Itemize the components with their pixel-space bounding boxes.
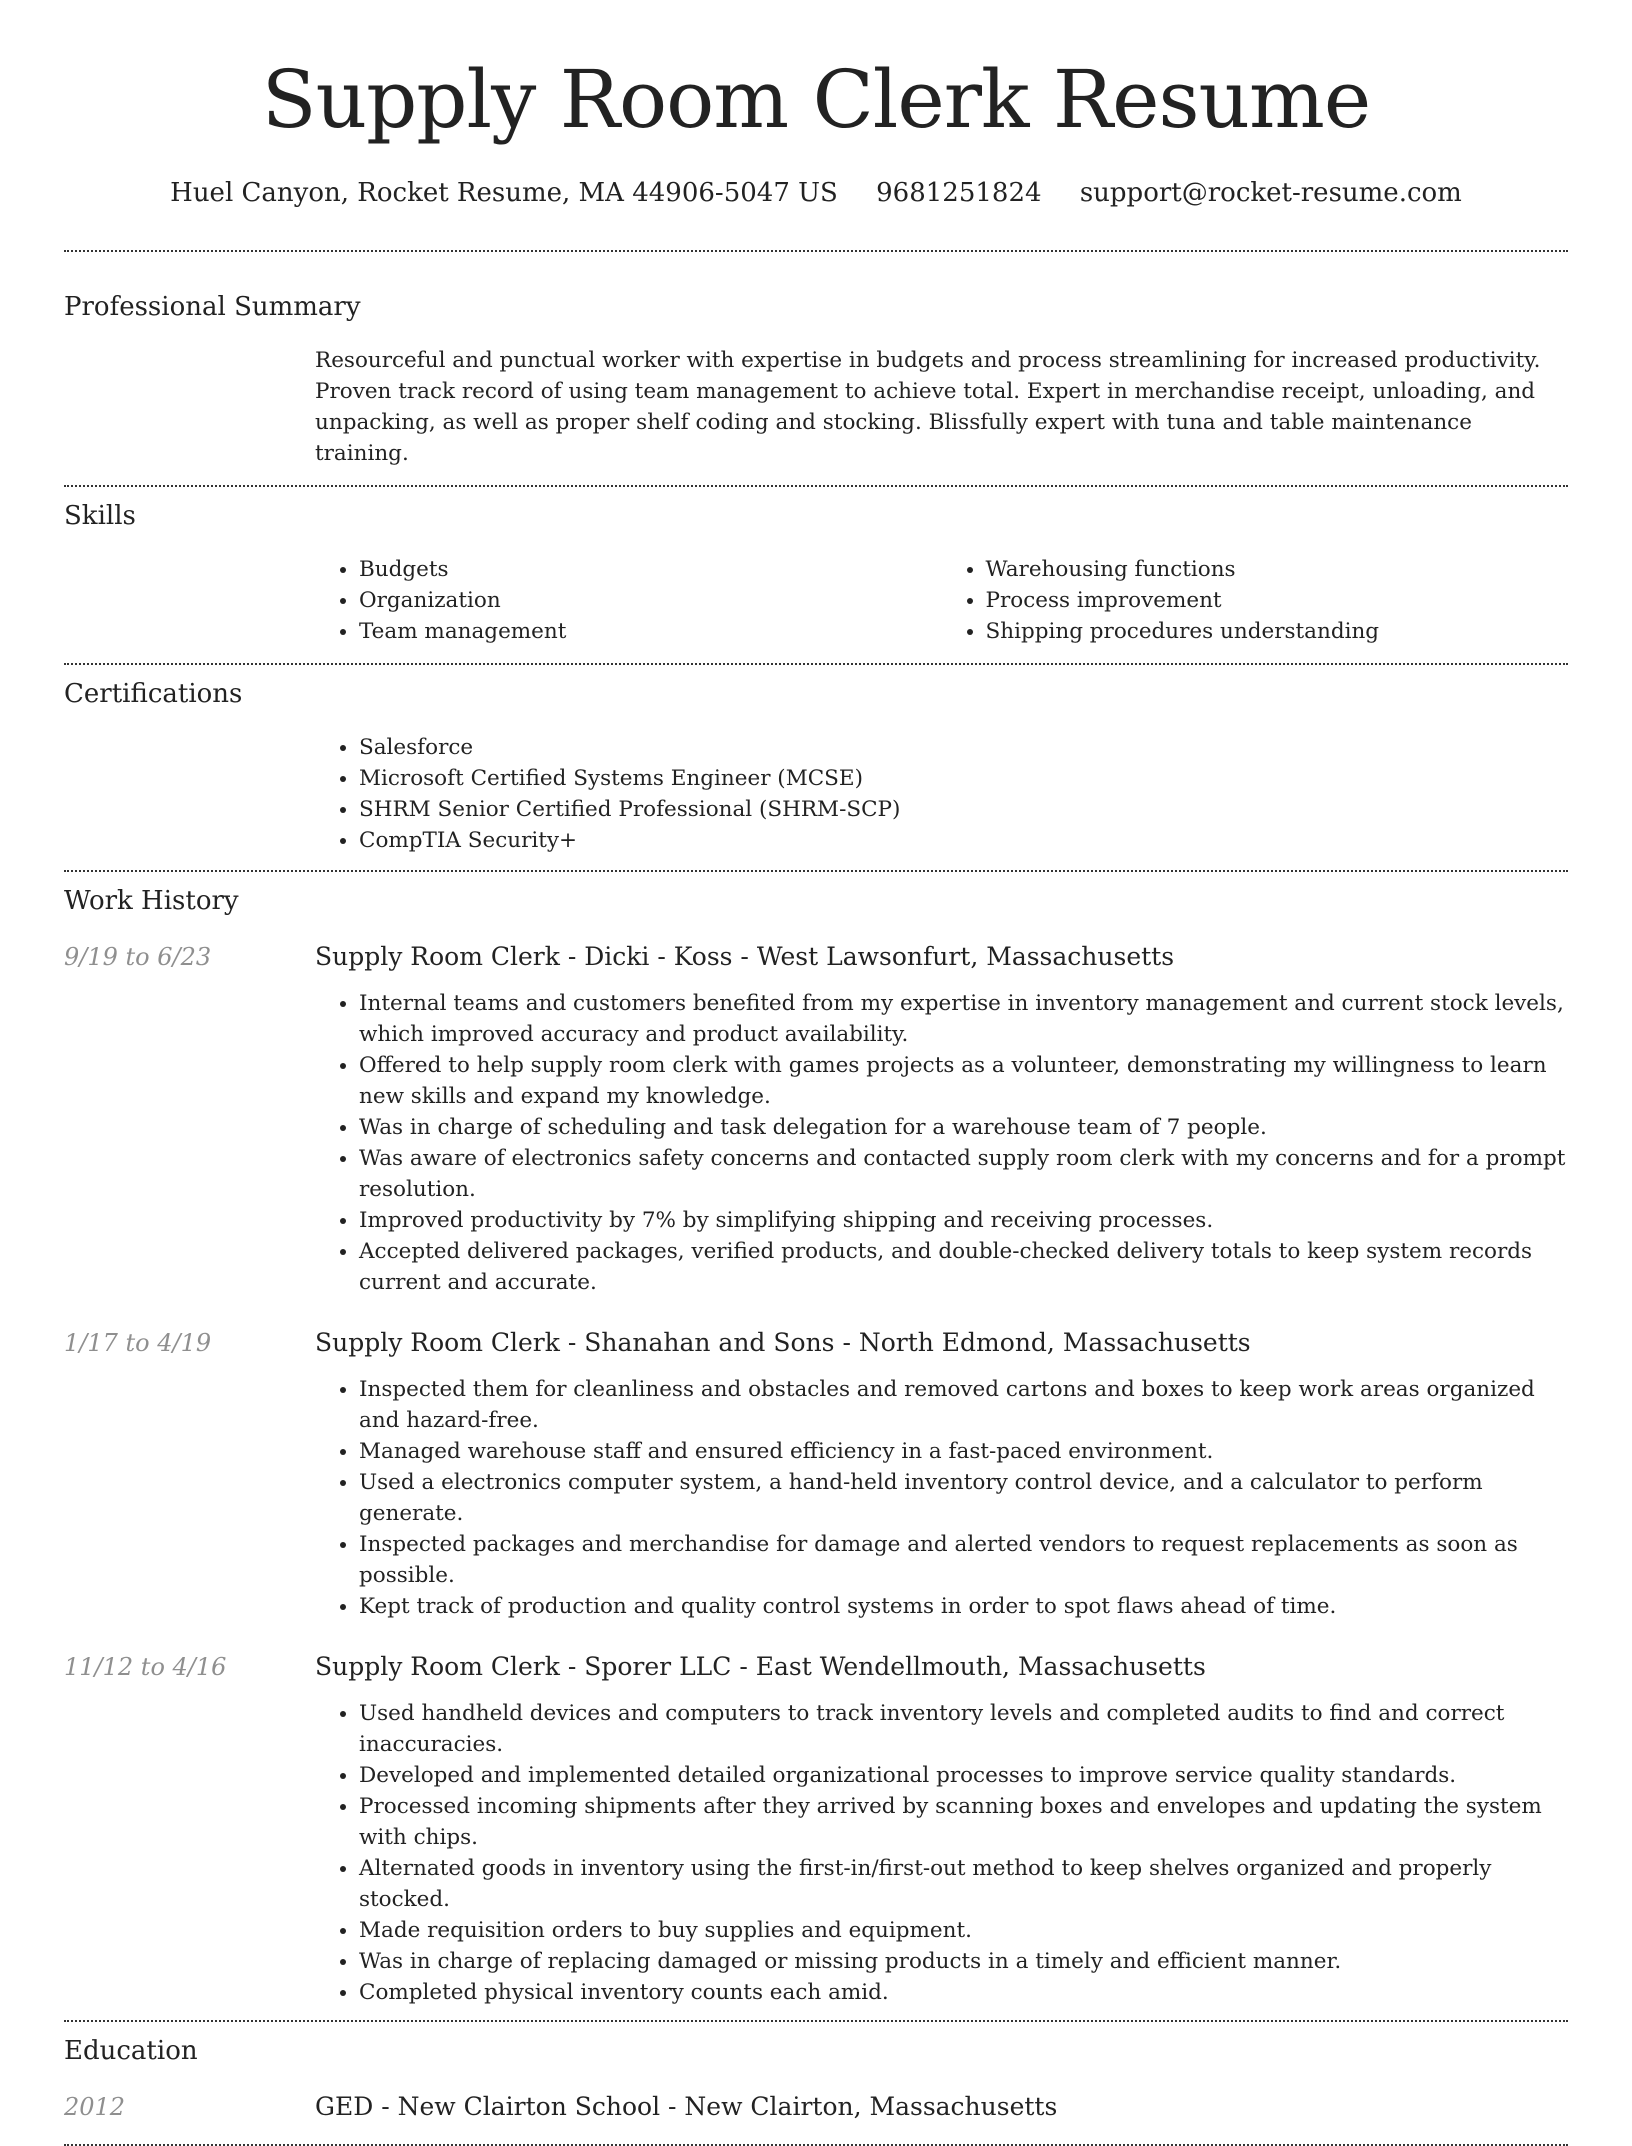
job-header xyxy=(64,1326,1568,1360)
certification-item: • Microsoft Certified Systems Engineer (MCSE) xyxy=(359,763,1568,794)
contact-email: support@rocket-resume.com xyxy=(1079,178,1462,208)
job-duties xyxy=(315,988,1568,1298)
job-bullet: • Inspected them for cleanliness and obstacles and removed cartons and boxes to keep work areas organized and hazard-free. xyxy=(359,1374,1568,1436)
certifications-heading: Certifications xyxy=(64,679,243,709)
job-header xyxy=(64,940,1568,974)
job-bullet: • Developed and implemented detailed organizational processes to improve service quality standards. xyxy=(359,1760,1568,1791)
skills-grid xyxy=(315,554,1568,647)
job-bullet-list xyxy=(315,1374,1568,1622)
certification-item: • CompTIA Security+ xyxy=(359,825,1568,856)
certifications-section xyxy=(64,677,1568,856)
job-date: 11/12 to 4/16 xyxy=(64,1653,227,1681)
job-bullet: • Made requisition orders to buy supplies and equipment. xyxy=(359,1915,1568,1946)
skill-item: • Shipping procedures understanding xyxy=(986,616,1569,647)
education-section xyxy=(64,2034,1568,2124)
job-bullet: • Kept track of production and quality control systems in order to spot flaws ahead of time. xyxy=(359,1591,1568,1622)
contact-phone: 9681251824 xyxy=(876,178,1042,208)
skills-heading: Skills xyxy=(64,501,136,531)
job-title: Supply Room Clerk - Dicki - Koss - West Lawsonfurt, Massachusetts xyxy=(315,942,1175,971)
job-entry xyxy=(64,940,1568,1298)
job-bullet: • Offered to help supply room clerk with games projects as a volunteer, demonstrating my willingness to learn new skills and expand my knowledge. xyxy=(359,1050,1568,1112)
job-bullet-list xyxy=(315,1698,1568,2008)
education-date: 2012 xyxy=(64,2093,126,2121)
job-bullet: • Used handheld devices and computers to track inventory levels and completed audits to find and correct inaccuracies. xyxy=(359,1698,1568,1760)
divider xyxy=(64,2020,1568,2022)
skills-section xyxy=(64,499,1568,647)
summary-text: Resourceful and punctual worker with expertise in budgets and process streamlining for increased productivity. Proven track record of using team management to achieve total. Expert in merchandise receipt, unloading, and unpacking, as well as proper shelf coding and stocking. Blissfully expert with tuna and table maintenance training. xyxy=(315,348,1541,466)
job-bullet: • Processed incoming shipments after they arrived by scanning boxes and envelopes and updating the system with chips. xyxy=(359,1791,1568,1853)
job-duties xyxy=(315,1698,1568,2008)
skill-item: • Team management xyxy=(359,616,942,647)
job-bullet: • Internal teams and customers benefited from my expertise in inventory management and current stock levels, which improved accuracy and product availability. xyxy=(359,988,1568,1050)
job-bullet: • Was in charge of replacing damaged or missing products in a timely and efficient manner. xyxy=(359,1946,1568,1977)
certification-item: • Salesforce xyxy=(359,732,1568,763)
job-date: 1/17 to 4/19 xyxy=(64,1329,212,1357)
certification-item: • SHRM Senior Certified Professional (SHRM-SCP) xyxy=(359,794,1568,825)
job-date: 9/19 to 6/23 xyxy=(64,943,212,971)
divider xyxy=(64,485,1568,487)
job-title: Supply Room Clerk - Shanahan and Sons - North Edmond, Massachusetts xyxy=(315,1328,1251,1357)
job-duties xyxy=(315,1374,1568,1622)
job-bullet: • Used a electronics computer system, a hand-held inventory control device, and a calculator to perform generate. xyxy=(359,1467,1568,1529)
certifications-body xyxy=(315,732,1568,856)
job-bullet: • Improved productivity by 7% by simplifying shipping and receiving processes. xyxy=(359,1205,1568,1236)
job-title: Supply Room Clerk - Sporer LLC - East Wendellmouth, Massachusetts xyxy=(315,1652,1206,1681)
summary-section xyxy=(64,290,1568,469)
education-title: GED - New Clairton School - New Clairton, Massachusetts xyxy=(315,2092,1058,2121)
education-entry xyxy=(64,2090,1568,2124)
job-entry xyxy=(64,1650,1568,2008)
job-header xyxy=(64,1650,1568,1684)
job-bullet: • Alternated goods in inventory using the first-in/first-out method to keep shelves organized and properly stocked. xyxy=(359,1853,1568,1915)
job-bullet: • Was in charge of scheduling and task delegation for a warehouse team of 7 people. xyxy=(359,1112,1568,1143)
job-bullet: • Inspected packages and merchandise for damage and alerted vendors to request replacements as soon as possible. xyxy=(359,1529,1568,1591)
skills-list-right xyxy=(942,554,1569,647)
skills-list-left xyxy=(315,554,942,647)
work-section xyxy=(64,884,1568,2008)
job-bullet: • Accepted delivered packages, verified products, and double-checked delivery totals to keep system records current and accurate. xyxy=(359,1236,1568,1298)
contact-line xyxy=(0,176,1632,210)
resume-title: Supply Room Clerk Resume xyxy=(261,53,1371,146)
certifications-list xyxy=(315,732,1568,856)
skill-item: • Organization xyxy=(359,585,942,616)
divider xyxy=(64,870,1568,872)
job-bullet: • Completed physical inventory counts each amid. xyxy=(359,1977,1568,2008)
work-heading: Work History xyxy=(64,886,239,916)
education-heading: Education xyxy=(64,2036,198,2066)
divider xyxy=(64,663,1568,665)
job-entry xyxy=(64,1326,1568,1622)
skill-item: • Warehousing functions xyxy=(986,554,1569,585)
skill-item: • Budgets xyxy=(359,554,942,585)
job-bullet: • Managed warehouse staff and ensured efficiency in a fast-paced environment. xyxy=(359,1436,1568,1467)
skill-item: • Process improvement xyxy=(986,585,1569,616)
job-bullet: • Was aware of electronics safety concerns and contacted supply room clerk with my concerns and for a prompt resolution. xyxy=(359,1143,1568,1205)
contact-address: Huel Canyon, Rocket Resume, MA 44906-5047 US xyxy=(170,178,838,208)
job-bullet-list xyxy=(315,988,1568,1298)
summary-heading: Professional Summary xyxy=(64,292,361,322)
divider xyxy=(64,250,1568,252)
